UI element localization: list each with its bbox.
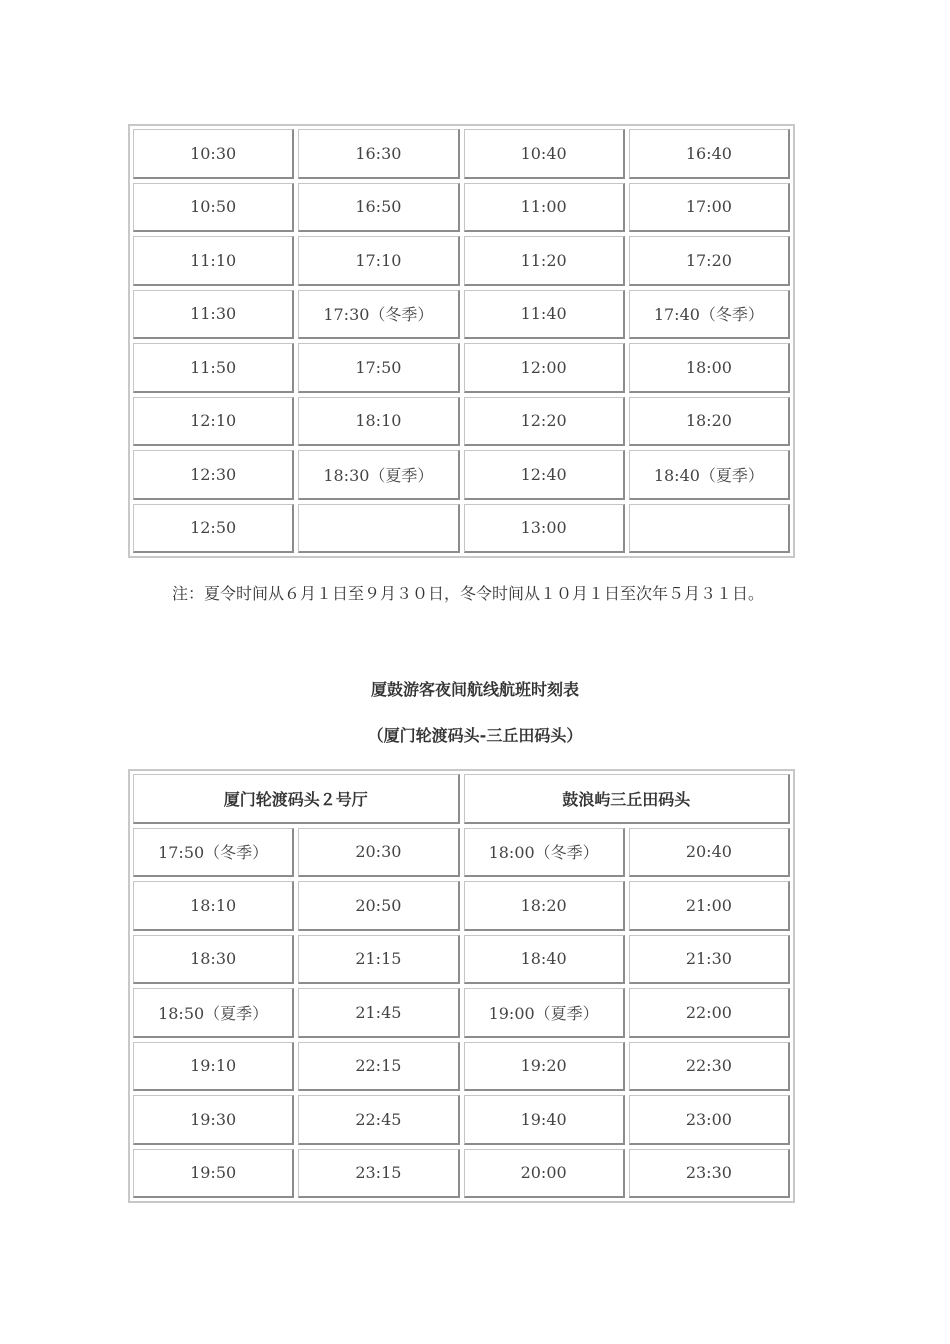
table-cell: 11:20: [464, 236, 625, 286]
table-cell: 16:40: [629, 129, 790, 179]
table-cell: 23:30: [629, 1149, 790, 1199]
table-cell: 18:10: [298, 397, 459, 447]
table-header-row: [131, 772, 792, 826]
table-cell: 23:15: [298, 1149, 459, 1199]
table-cell: 19:50: [133, 1149, 294, 1199]
table-cell: 10:50: [133, 183, 294, 233]
table-cell: 17:20: [629, 236, 790, 286]
table-row: [131, 127, 792, 181]
table-row: [131, 879, 792, 933]
table-cell: 16:30: [298, 129, 459, 179]
table-cell: 12:00: [464, 343, 625, 393]
table-cell: 17:00: [629, 183, 790, 233]
table-cell: 12:20: [464, 397, 625, 447]
table-cell: 18:40: [464, 935, 625, 985]
table-cell: 18:20: [629, 397, 790, 447]
schedule-note: 注：夏令时间从６月１日至９月３０日，冬令时间从１０月１日至次年５月３１日。: [172, 584, 765, 603]
table-cell: 10:30: [133, 129, 294, 179]
table-cell: 11:30: [133, 290, 294, 340]
table-cell: 11:10: [133, 236, 294, 286]
table-cell: 13:00: [464, 504, 625, 554]
table-cell: 17:10: [298, 236, 459, 286]
table-cell: 20:50: [298, 881, 459, 931]
table-cell: 11:00: [464, 183, 625, 233]
table-cell: 17:50（冬季）: [133, 828, 294, 878]
table-cell: 23:00: [629, 1095, 790, 1145]
table-cell: 18:40（夏季）: [629, 450, 790, 500]
table-cell: 18:00: [629, 343, 790, 393]
table-row: [131, 234, 792, 288]
page-subtitle: （厦门轮渡码头-三丘田码头）: [367, 726, 583, 745]
table-cell: 12:30: [133, 450, 294, 500]
table-cell: 22:00: [629, 988, 790, 1038]
table-cell: 20:30: [298, 828, 459, 878]
table-cell: 21:15: [298, 935, 459, 985]
table-row: [131, 933, 792, 987]
table-cell: 19:40: [464, 1095, 625, 1145]
table-cell: 18:20: [464, 881, 625, 931]
table-cell: 18:50（夏季）: [133, 988, 294, 1038]
table-cell: 12:50: [133, 504, 294, 554]
table-row: [131, 288, 792, 342]
table-cell: 17:30（冬季）: [298, 290, 459, 340]
table-cell: 21:00: [629, 881, 790, 931]
column-header: 鼓浪屿三丘田码头: [464, 774, 791, 824]
table-cell: 22:15: [298, 1042, 459, 1092]
night-schedule-table: [128, 769, 795, 1203]
table-cell: 19:00（夏季）: [464, 988, 625, 1038]
table-cell: 19:30: [133, 1095, 294, 1145]
table-cell: [298, 504, 459, 554]
table-cell: [629, 504, 790, 554]
table-cell: 17:40（冬季）: [629, 290, 790, 340]
table-cell: 18:30: [133, 935, 294, 985]
table-cell: 11:50: [133, 343, 294, 393]
table-cell: 11:40: [464, 290, 625, 340]
table-cell: 20:00: [464, 1149, 625, 1199]
table-cell: 10:40: [464, 129, 625, 179]
table-row: [131, 448, 792, 502]
table-row: [131, 1147, 792, 1201]
table-row: [131, 1093, 792, 1147]
table-cell: 20:40: [629, 828, 790, 878]
table-cell: 17:50: [298, 343, 459, 393]
table-row: [131, 395, 792, 449]
table-cell: 19:20: [464, 1042, 625, 1092]
day-schedule-table: [128, 124, 795, 558]
table-row: [131, 341, 792, 395]
table-row: [131, 826, 792, 880]
table-cell: 12:40: [464, 450, 625, 500]
table-cell: 18:00（冬季）: [464, 828, 625, 878]
table-row: [131, 181, 792, 235]
table-cell: 21:45: [298, 988, 459, 1038]
table-cell: 21:30: [629, 935, 790, 985]
table-row: [131, 1040, 792, 1094]
table-cell: 19:10: [133, 1042, 294, 1092]
table-cell: 22:30: [629, 1042, 790, 1092]
table-cell: 18:30（夏季）: [298, 450, 459, 500]
table-cell: 22:45: [298, 1095, 459, 1145]
table-cell: 18:10: [133, 881, 294, 931]
table-row: [131, 502, 792, 556]
table-cell: 12:10: [133, 397, 294, 447]
column-header: 厦门轮渡码头２号厅: [133, 774, 460, 824]
table-cell: 16:50: [298, 183, 459, 233]
page-title: 厦鼓游客夜间航线航班时刻表: [370, 680, 579, 699]
table-row: [131, 986, 792, 1040]
